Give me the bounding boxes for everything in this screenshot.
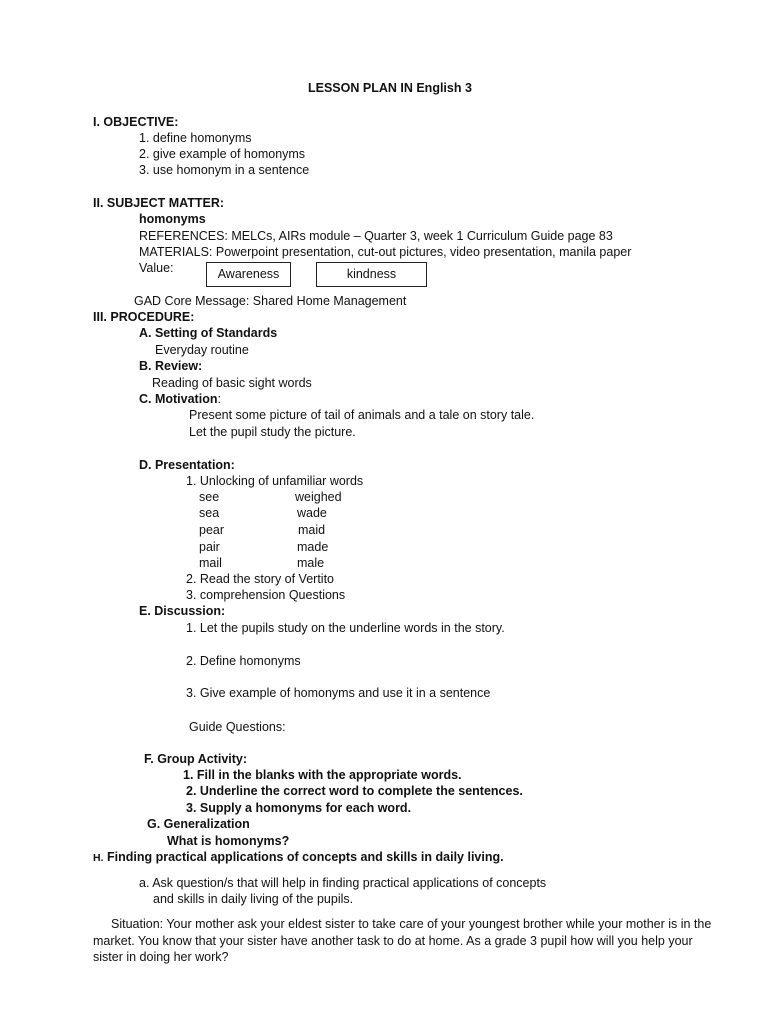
- motivation-heading: C. Motivation: [139, 392, 218, 406]
- value-label: Value:: [139, 261, 174, 275]
- group-activity-item: 2. Underline the correct word to complete the sentences.: [186, 784, 523, 798]
- subject-topic: homonyms: [139, 212, 206, 226]
- subject-matter-heading: II. SUBJECT MATTER:: [93, 196, 225, 210]
- situation-paragraph: Situation: Your mother ask your eldest sister to take care of your youngest brother while your mother is in the market. You know that your sister have another task to do at home. As a grade 3 pupil how will you help your sister in doing her work?: [93, 917, 712, 964]
- discussion-item: 2. Define homonyms: [186, 654, 301, 668]
- objective-item: 1. define homonyms: [139, 131, 252, 145]
- presentation-item: 1. Unlocking of unfamiliar words: [186, 474, 364, 488]
- word-left: see: [199, 490, 220, 504]
- value-box-kindness: kindness: [316, 262, 427, 287]
- generalization-heading: G. Generalization: [147, 817, 250, 831]
- discussion-heading: E. Discussion:: [139, 604, 226, 618]
- word-right: maid: [298, 523, 326, 537]
- setting-standards-heading: A. Setting of Standards: [139, 326, 278, 340]
- motivation-line: Let the pupil study the picture.: [189, 425, 356, 439]
- page-title: LESSON PLAN IN English 3: [308, 81, 472, 95]
- discussion-item: 1. Let the pupils study on the underline words in the story.: [186, 621, 505, 635]
- finding-applications-heading-line: [93, 849, 504, 866]
- group-activity-item: 3. Supply a homonyms for each word.: [186, 801, 412, 815]
- objective-heading: I. OBJECTIVE:: [93, 115, 179, 129]
- motivation-line: Present some picture of tail of animals and a tale on story tale.: [189, 408, 535, 422]
- finding-applications-item-continued: and skills in daily living of the pupils.: [153, 892, 354, 906]
- objective-item: 3. use homonym in a sentence: [139, 163, 310, 177]
- word-right: weighed: [295, 490, 342, 504]
- review-text: Reading of basic sight words: [152, 376, 312, 390]
- review-heading: B. Review:: [139, 359, 203, 373]
- word-left: sea: [199, 506, 220, 520]
- word-right: made: [297, 540, 329, 554]
- references-line: REFERENCES: MELCs, AIRs module – Quarter 3, week 1 Curriculum Guide page 83: [139, 229, 613, 243]
- finding-applications-item: a. Ask question/s that will help in finding practical applications of concepts: [139, 876, 547, 890]
- word-right: male: [297, 556, 325, 570]
- materials-line: MATERIALS: Powerpoint presentation, cut-out pictures, video presentation, manila paper: [139, 245, 632, 259]
- word-right: wade: [297, 506, 327, 520]
- objective-item: 2. give example of homonyms: [139, 147, 306, 161]
- word-left: pair: [199, 540, 220, 554]
- group-activity-heading: F. Group Activity:: [144, 752, 248, 766]
- generalization-question: What is homonyms?: [167, 834, 290, 848]
- word-left: mail: [199, 556, 222, 570]
- guide-questions: Guide Questions:: [189, 720, 286, 734]
- word-left: pear: [199, 523, 225, 537]
- value-box-awareness: Awareness: [206, 262, 291, 287]
- motivation-colon: :: [217, 392, 221, 406]
- setting-standards-text: Everyday routine: [155, 343, 249, 357]
- procedure-heading: III. PROCEDURE:: [93, 310, 195, 324]
- presentation-item: 2. Read the story of Vertito: [186, 572, 334, 586]
- group-activity-item: 1. Fill in the blanks with the appropriate words.: [183, 768, 462, 782]
- gad-message: GAD Core Message: Shared Home Management: [134, 294, 407, 308]
- discussion-item: 3. Give example of homonyms and use it in a sentence: [186, 686, 491, 700]
- finding-applications-letter: H.: [93, 852, 104, 864]
- motivation-heading-line: [139, 391, 221, 407]
- presentation-item: 3. comprehension Questions: [186, 588, 346, 602]
- presentation-heading: D. Presentation:: [139, 458, 235, 472]
- finding-applications-heading: Finding practical applications of concepts and skills in daily living.: [106, 850, 504, 864]
